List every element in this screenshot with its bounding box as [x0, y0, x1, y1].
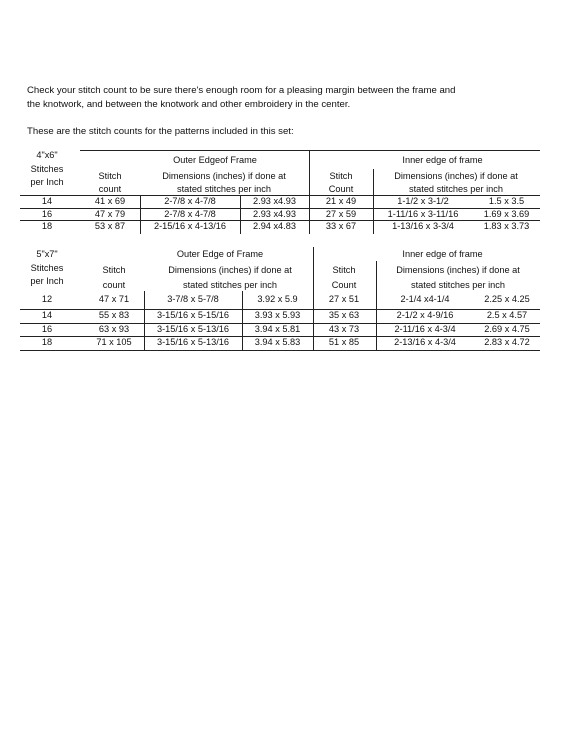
inner-frac-cell: 1-11/16 x 3-11/16 [387, 209, 459, 219]
inner-frac-cell: 1-1/2 x 3-1/2 [397, 196, 449, 206]
inner-dec-cell: 2.5 x 4.57 [486, 310, 528, 320]
size-label: 5"x7" [36, 249, 58, 259]
inner-count-header-2: Count [328, 184, 354, 194]
inner-count-header-2: Count [331, 280, 357, 290]
outer-edge-title: Outer Edgeof Frame [173, 155, 257, 165]
outer-dim-header-2: stated stitches per inch [183, 280, 277, 290]
outer-dec-cell: 3.94 x 5.83 [254, 337, 301, 347]
outer-dec-cell: 2.94 x4.83 [253, 221, 296, 231]
table-5x7 [20, 247, 540, 350]
outer-frac-cell: 2-15/16 x 4-13/16 [153, 221, 227, 231]
per-inch-label: per Inch [30, 177, 64, 187]
inner-frac-cell: 1-13/16 x 3-3/4 [392, 221, 454, 231]
outer-dec-cell: 3.92 x 5.9 [257, 294, 298, 304]
inner-count-header: Stitch [329, 171, 353, 181]
rule [20, 350, 540, 351]
outer-frac-cell: 3-7/8 x 5-7/8 [167, 294, 219, 304]
outer-count-cell: 47 x 71 [98, 294, 130, 304]
outer-dec-cell: 2.93 x4.93 [253, 196, 296, 206]
spi-cell: 16 [41, 209, 53, 219]
inner-count-header: Stitch [332, 265, 356, 275]
inner-frac-cell: 2-1/2 x 4-9/16 [396, 310, 454, 320]
inner-dim-header-2: stated stitches per inch [411, 280, 505, 290]
outer-dim-header-2: stated stitches per inch [177, 184, 271, 194]
spi-cell: 14 [41, 196, 53, 206]
outer-frac-cell: 3-15/16 x 5-15/16 [156, 310, 230, 320]
column-divider [309, 150, 310, 234]
inner-dec-cell: 2.83 x 4.72 [484, 337, 530, 347]
inner-dim-header-2: stated stitches per inch [409, 184, 503, 194]
inner-dim-header: Dimensions (inches) if done at [394, 171, 518, 181]
outer-dec-cell: 3.94 x 5.81 [254, 324, 301, 334]
inner-count-cell: 51 x 85 [328, 337, 360, 347]
outer-count-cell: 47 x 79 [94, 209, 126, 219]
inner-count-cell: 27 x 51 [328, 294, 360, 304]
inner-count-cell: 33 x 67 [325, 221, 357, 231]
outer-count-cell: 71 x 105 [96, 337, 132, 347]
outer-dim-header: Dimensions (inches) if done at [162, 171, 286, 181]
outer-count-cell: 55 x 83 [98, 310, 130, 320]
inner-dim-header: Dimensions (inches) if done at [396, 265, 520, 275]
stitches-label: Stitches [30, 164, 64, 174]
inner-count-cell: 43 x 73 [328, 324, 360, 334]
table-4x6 [20, 150, 540, 234]
intro-line-2: the knotwork, and between the knotwork and other embroidery in the center. [27, 99, 351, 110]
stitches-label: Stitches [30, 263, 64, 273]
inner-dec-cell: 1.5 x 3.5 [488, 196, 525, 206]
inner-dec-cell: 1.83 x 3.73 [483, 221, 530, 231]
outer-frac-cell: 3-15/16 x 5-13/16 [156, 324, 230, 334]
inner-dec-cell: 2.25 x 4.25 [484, 294, 530, 304]
per-inch-label: per Inch [30, 276, 64, 286]
outer-count-cell: 63 x 93 [98, 324, 130, 334]
outer-frac-cell: 2-7/8 x 4-7/8 [164, 209, 216, 219]
outer-count-header-2: count [102, 280, 126, 290]
spi-cell: 14 [41, 310, 53, 320]
outer-dec-cell: 3.93 x 5.93 [254, 310, 301, 320]
outer-edge-title: Outer Edge of Frame [176, 249, 264, 259]
inner-dec-cell: 2.69 x 4.75 [484, 324, 530, 334]
spi-cell: 12 [41, 294, 53, 304]
intro-line-3: These are the stitch counts for the patterns included in this set: [27, 126, 294, 137]
spi-cell: 16 [41, 324, 53, 334]
inner-frac-cell: 2-13/16 x 4-3/4 [394, 337, 456, 347]
outer-dim-header: Dimensions (inches) if done at [168, 265, 292, 275]
outer-count-header: Stitch [98, 171, 122, 181]
inner-edge-title: Inner edge of frame [402, 155, 483, 165]
size-label: 4"x6" [36, 150, 58, 160]
outer-frac-cell: 2-7/8 x 4-7/8 [164, 196, 216, 206]
inner-frac-cell: 2-1/4 x4-1/4 [400, 294, 450, 304]
outer-count-header: Stitch [102, 265, 126, 275]
inner-count-cell: 27 x 59 [325, 209, 357, 219]
inner-count-cell: 35 x 63 [328, 310, 360, 320]
inner-count-cell: 21 x 49 [325, 196, 357, 206]
inner-edge-title: Inner edge of frame [402, 249, 483, 259]
outer-frac-cell: 3-15/16 x 5-13/16 [156, 337, 230, 347]
intro-line-1: Check your stitch count to be sure there's enough room for a pleasing margin between the frame and [27, 85, 456, 96]
outer-count-header-2: count [98, 184, 122, 194]
inner-dec-cell: 1.69 x 3.69 [483, 209, 530, 219]
outer-dec-cell: 2.93 x4.93 [253, 209, 296, 219]
column-divider [313, 247, 314, 350]
spi-cell: 18 [41, 221, 53, 231]
intro-text [27, 84, 547, 139]
inner-frac-cell: 2-11/16 x 4-3/4 [394, 324, 456, 334]
outer-count-cell: 41 x 69 [94, 196, 126, 206]
spi-cell: 18 [41, 337, 53, 347]
rule [80, 150, 540, 151]
outer-count-cell: 53 x 87 [94, 221, 126, 231]
